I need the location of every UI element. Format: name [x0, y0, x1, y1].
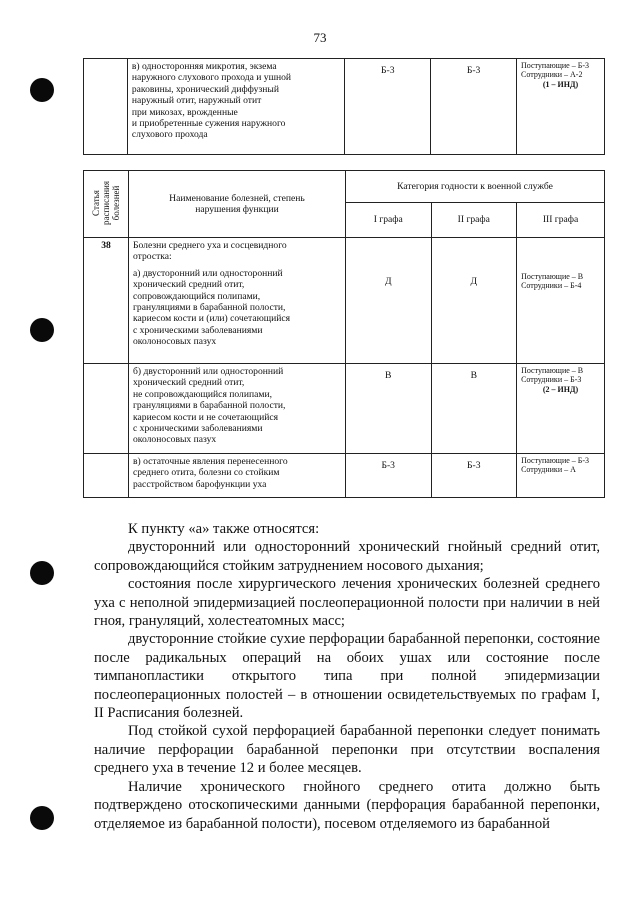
page-number: 73	[313, 30, 327, 45]
disease-intro-line: отростка:	[133, 251, 172, 263]
disease-name-line: кариесом кости и (или) сочетающийся	[133, 313, 291, 325]
disease-name-line: в) односторонняя микротия, экзема	[131, 61, 277, 72]
disease-name-line: а) двусторонний или односторонний	[133, 267, 283, 279]
category-g3-line: Поступающие – Б-3	[521, 61, 589, 70]
punch-hole-marker	[30, 78, 54, 102]
disease-name-line: хронический средний отит,	[133, 377, 245, 389]
disease-name-line: с хроническими заболеваниями	[133, 423, 263, 435]
disease-name-line: в) остаточные явления перенесенного	[133, 456, 288, 467]
punch-hole-marker	[30, 561, 54, 585]
body-text	[94, 520, 600, 833]
category-g3-line: Поступающие – В	[521, 366, 584, 375]
category-g1-cell: В	[345, 364, 431, 454]
disease-name-line: раковины, хронический диффузный	[131, 83, 279, 95]
disease-name-cell	[127, 59, 345, 155]
category-g3-cell	[517, 238, 605, 364]
disease-name-cell	[129, 364, 346, 454]
category-g2-cell: Б-3	[431, 454, 517, 498]
disease-name-line: среднего отита, болезни со стойким	[133, 467, 280, 479]
category-g3-line: Сотрудники – Б-4	[521, 281, 582, 291]
table-header-row	[84, 171, 605, 203]
punch-hole-marker	[30, 806, 54, 830]
paragraph: Под стойкой сухой перфорацией барабанной перепонки следует понимать наличие перфорации барабанной перепонки при отсутствии воспаления среднего уха в течение 12 и более месяцев.	[94, 723, 600, 777]
article-cell	[84, 454, 129, 498]
category-g3-cell	[517, 59, 605, 155]
paragraph: двусторонние стойкие сухие перфорации барабанной перепонки, состояние после радикальных операций на обоих ушах или состояние после тимпанопластики открытого типа при полной эпидермизации послеоперационных полостей – в отношении освидетельствуемых по графам I, II Расписания болезней.	[94, 631, 600, 722]
category-g2-cell: В	[431, 364, 517, 454]
paragraph: К пункту «а» также относятся:	[128, 521, 320, 537]
disease-name-cell	[129, 454, 346, 498]
disease-name-line: грануляциями в барабанной полости,	[133, 302, 286, 314]
category-g1-cell: Б-3	[345, 59, 431, 155]
paragraph: состояния после хирургического лечения хронических болезней среднего уха с неполной эпидермизацией послеоперационной полости при наличии в ней гноя, грануляций, холестеатомных масс;	[94, 576, 600, 630]
top-table	[83, 58, 605, 155]
disease-name-line: хронический средний отит,	[133, 279, 245, 291]
disease-name-line: и приобретенные сужения наружного	[131, 118, 286, 130]
category-g1-cell: Д	[345, 238, 431, 364]
disease-name-line: сопровождающийся полипами,	[133, 290, 261, 302]
category-g3-line: Сотрудники – А	[521, 465, 576, 475]
disease-name-line: наружный отит, наружный отит	[131, 95, 262, 107]
disease-name-line: расстройством барофункции уха	[133, 478, 267, 490]
header-article-label: Статья расписания болезней	[91, 181, 121, 226]
disease-name-line: при микозах, врожденные	[131, 106, 238, 118]
header-g1: I графа	[345, 203, 431, 238]
disease-name-line: не сопровождающийся полипами,	[133, 388, 272, 400]
category-g3-line: Поступающие – В	[521, 272, 584, 281]
header-disease-name: Наименование болезней, степень нарушения функции	[129, 171, 346, 238]
disease-name-line: наружного слухового прохода и ушной	[131, 72, 292, 84]
header-g3: III графа	[517, 203, 605, 238]
category-g2-cell: Д	[431, 238, 517, 364]
table-row	[84, 364, 605, 454]
disease-name-line: околоносовых пазух	[133, 336, 217, 348]
article-cell: 38	[84, 238, 129, 364]
disease-name-line: грануляциями в барабанной полости,	[133, 400, 286, 412]
category-g2-cell: Б-3	[431, 59, 517, 155]
paragraph: двусторонний или односторонний хронический гнойный средний отит, сопровождающийся стойким затруднением носового дыхания;	[94, 539, 600, 574]
category-g3-ind: (1 – ИНД)	[542, 79, 579, 89]
disease-name-line: слухового прохода	[131, 129, 208, 141]
header-category: Категория годности к военной службе	[345, 171, 604, 203]
category-g3-line: Сотрудники – Б-3	[521, 375, 582, 385]
disease-intro-line: Болезни среднего уха и сосцевидного	[133, 240, 287, 251]
disease-name-line: б) двусторонний или односторонний	[133, 366, 284, 377]
article-cell	[84, 364, 129, 454]
main-table	[83, 170, 605, 498]
header-g2: II графа	[431, 203, 517, 238]
disease-name-line: с хроническими заболеваниями	[133, 324, 263, 336]
category-g3-cell	[517, 454, 605, 498]
category-g3-ind: (2 – ИНД)	[542, 384, 579, 394]
category-g3-cell	[517, 364, 605, 454]
table-row	[84, 238, 605, 364]
category-g1-cell: Б-3	[345, 454, 431, 498]
paragraph: Наличие хронического гнойного среднего отита должно быть подтверждено отоскопическими данными (перфорация барабанной перепонки, отделяемое из барабанной полости), посевом отделяемого из барабанной	[94, 778, 600, 832]
article-cell	[84, 59, 128, 155]
category-g3-line: Сотрудники – А-2	[521, 70, 583, 80]
category-g3-line: Поступающие – Б-3	[521, 456, 590, 465]
punch-hole-marker	[30, 318, 54, 342]
header-article	[84, 171, 129, 238]
disease-name-cell	[129, 238, 346, 364]
table-row	[84, 454, 605, 498]
disease-name-line: околоносовых пазух	[133, 434, 217, 446]
disease-name-line: кариесом кости и не сочетающийся	[133, 411, 279, 423]
table-row	[84, 59, 605, 155]
